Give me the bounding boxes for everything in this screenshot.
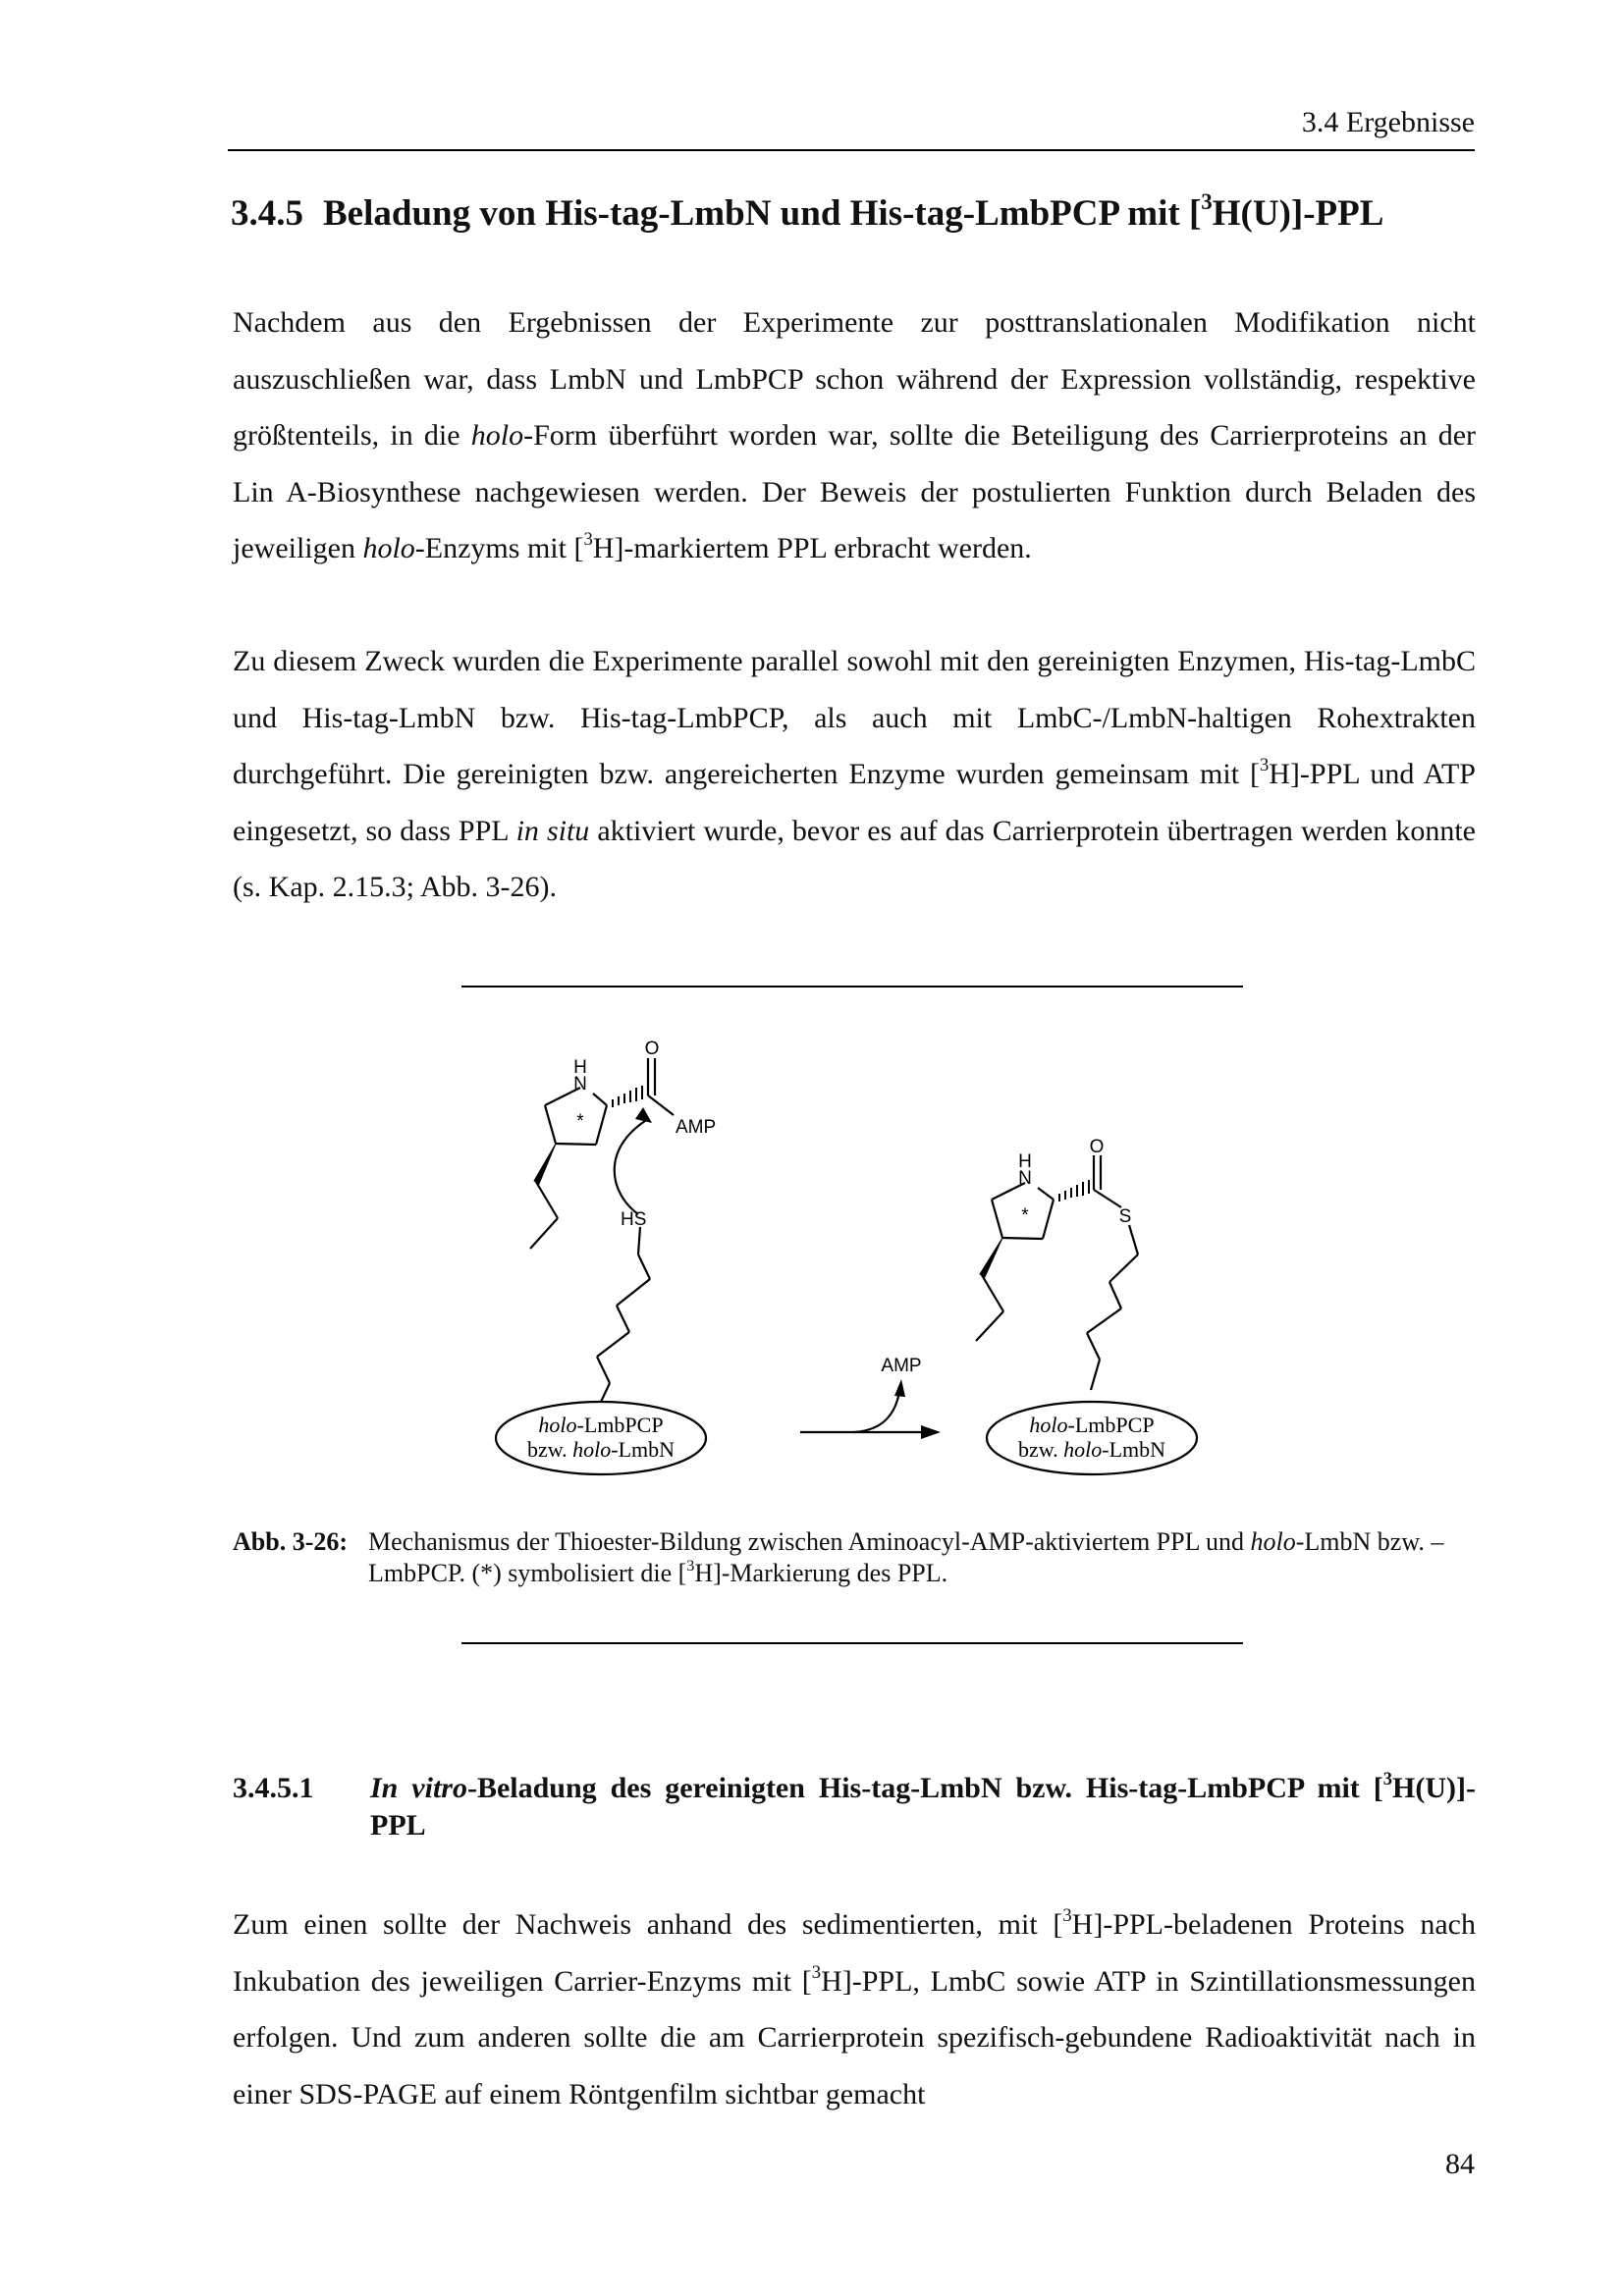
curved-attack-arrow	[615, 1119, 648, 1214]
atom-label-o: O	[1089, 1137, 1105, 1157]
ring-bond	[593, 1094, 607, 1105]
superscript: 3	[1382, 1769, 1393, 1790]
enzyme-label: bzw. holo-LmbN	[1017, 1437, 1166, 1462]
italic-term: in situ	[515, 814, 590, 847]
arrow-head	[635, 1107, 652, 1123]
text-run: Mechanismus der Thioester-Bildung zwischen Aminoacyl-AMP-aktiviertem PPL und	[368, 1527, 1251, 1556]
left-pantetheine-chain	[597, 1227, 650, 1402]
text-run: H]-PPL, LmbC sowie ATP in Szintillationsmessungen erfolgen. Und zum anderen sollte die am Carrierprotein spezifisch-gebundene Radioaktivität nach in einer SDS-PAGE auf einem Röntgenfilm sichtbar gemacht	[233, 1964, 1476, 2110]
paragraph-3	[233, 1896, 1476, 2122]
text-run: H]-Markierung des PPL.	[694, 1559, 948, 1587]
ring-bond	[545, 1105, 556, 1144]
superscript: 3	[1201, 189, 1213, 215]
subsection-heading	[233, 1770, 1476, 1844]
enzyme-label: bzw. holo-LmbN	[526, 1437, 676, 1462]
enzyme-label: holo-LmbPCP	[1029, 1413, 1155, 1437]
text-run: H(U)]-PPL	[370, 1772, 1476, 1842]
italic-term: holo	[470, 419, 524, 452]
section-title-text: Beladung von His-tag-LmbN und His-tag-LmbPCP mit [	[323, 193, 1202, 234]
text-run: aktiviert wurde, bevor es auf das Carrierprotein übertragen werden konnte (s. Kap. 2.15.3; Abb. 3-26).	[233, 814, 1476, 903]
c-amp-bond	[648, 1095, 674, 1115]
text-run: Zum einen sollte der Nachweis anhand des sedimentierten, mit [	[233, 1908, 1063, 1941]
reaction-arrow	[800, 1379, 941, 1439]
text-run: -Form überführt worden war, sollte die Beteiligung des Carrierproteins an der Lin A-Biosynthese nachgewiesen werden. Der Beweis der postulierten Funktion durch Beladen des jeweiligen	[233, 419, 1476, 564]
radiolabel-star: *	[1021, 1205, 1029, 1226]
radiolabel-star: *	[576, 1111, 584, 1132]
wedge-bond	[534, 1144, 556, 1184]
text-run: Zu diesem Zweck wurden die Experimente parallel sowohl mit den gereinigten Enzymen, His-tag-LmbC und His-tag-LmbN bzw. His-tag-LmbPCP, als auch mit LmbC-/LmbN-haltigen Rohextrakten durchgeführt. Die gereinigten bzw. angereicherten Enzyme wurden gemeinsam mit [	[233, 645, 1476, 790]
ring-bond	[596, 1105, 607, 1145]
running-header: 3.4 Ergebnisse	[228, 106, 1475, 151]
superscript: 3	[686, 1557, 695, 1575]
superscript: 3	[811, 1961, 822, 1983]
caption-label: Abb. 3-26:	[233, 1527, 349, 1556]
text-run: -LmbN bzw. –LmbPCP. (*) symbolisiert die [	[368, 1527, 1444, 1587]
superscript: 3	[1062, 1905, 1072, 1927]
atom-label-n: N	[1018, 1168, 1032, 1189]
amp-label: AMP	[676, 1117, 717, 1138]
text-run: -Beladung des gereinigten His-tag-LmbN bzw. His-tag-LmbPCP mit [	[466, 1772, 1383, 1804]
atom-label-h: H	[1018, 1151, 1032, 1172]
enzyme-label: holo-LmbPCP	[538, 1413, 664, 1437]
text-run: -Enzyms mit [	[414, 532, 584, 564]
figure-rule-bottom	[461, 1642, 1243, 1644]
atom-label-h: H	[573, 1057, 587, 1078]
italic-term: holo	[1250, 1527, 1296, 1556]
caption-text	[368, 1526, 1476, 1589]
amp-byproduct-label: AMP	[881, 1356, 922, 1376]
section-title-text: H(U)]-PPL	[1212, 193, 1384, 234]
ring-bond	[556, 1144, 596, 1145]
atom-label-n: N	[573, 1074, 587, 1095]
text-run: H]-markiertem PPL erbracht werden.	[592, 532, 1032, 564]
atom-label-o: O	[644, 1039, 660, 1059]
subsection-number: 3.4.5.1	[233, 1772, 314, 1804]
propyl-bond	[530, 1218, 558, 1249]
byproduct-arrow	[854, 1392, 899, 1432]
page-number: 84	[1445, 2148, 1475, 2180]
section-number: 3.4.5	[231, 193, 303, 234]
italic-term: holo	[362, 532, 415, 564]
atom-label-s: S	[1118, 1206, 1132, 1227]
text-run: H]-PPL-beladenen Proteins nach Inkubation des jeweiligen Carrier-Enzyms mit [	[233, 1908, 1476, 1998]
figure-caption	[233, 1526, 1476, 1589]
right-thioester-molecule	[976, 1155, 1138, 1390]
left-ppl-amp-molecule	[530, 1058, 674, 1249]
text-run: Nachdem aus den Ergebnissen der Experimente zur posttranslationalen Modifikation nicht auszuschließen war, dass LmbN und LmbPCP schon während der Expression vollständig, respektive größtenteils, in die	[233, 306, 1476, 452]
propyl-bond	[536, 1182, 558, 1218]
thiol-label: HS	[621, 1209, 647, 1230]
wedge-bond	[980, 1238, 1002, 1277]
superscript: 3	[583, 529, 593, 551]
italic-term: In vitro	[370, 1772, 467, 1804]
superscript: 3	[1259, 755, 1270, 776]
subsection-title	[370, 1770, 1476, 1844]
text-run: H]-PPL und ATP eingesetzt, so dass PPL	[233, 758, 1476, 847]
